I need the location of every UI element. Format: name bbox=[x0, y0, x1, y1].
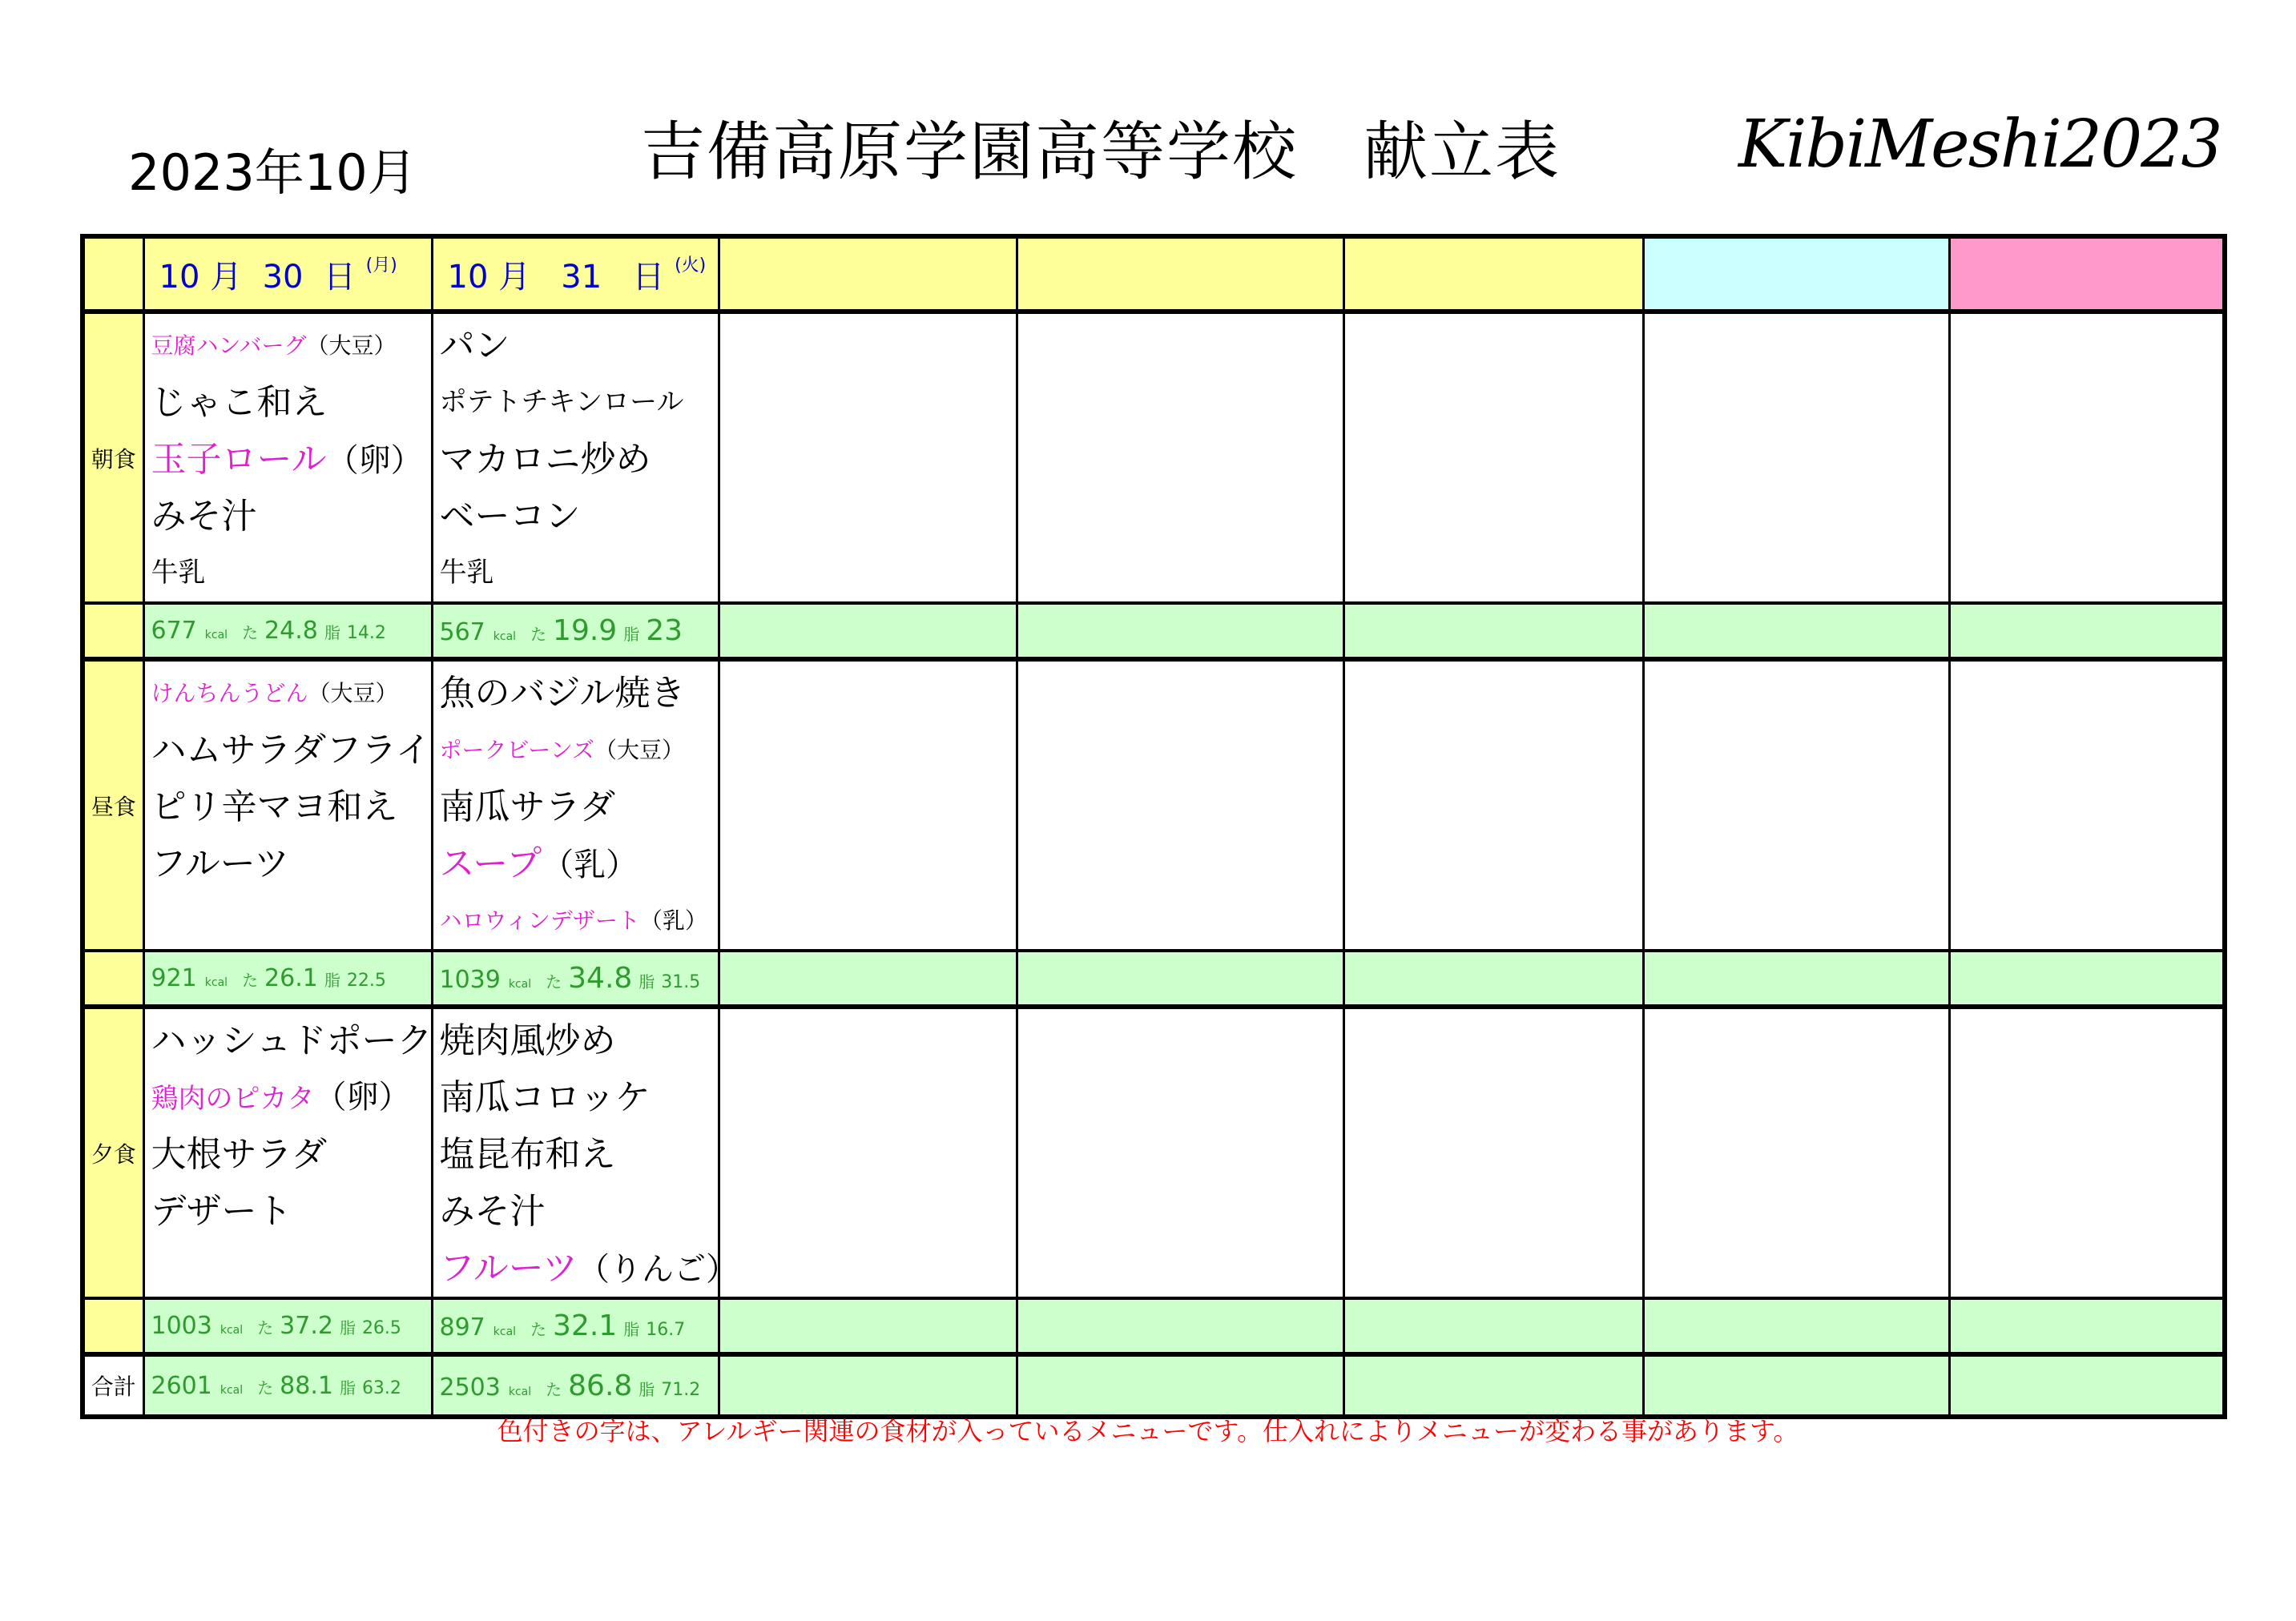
dish-item bbox=[440, 317, 718, 374]
dish-name: 玉子ロール bbox=[151, 439, 327, 480]
breakfast-nutrition-day7 bbox=[1949, 603, 2225, 659]
kcal-value: 2601 bbox=[151, 1371, 212, 1400]
dinner-day2 bbox=[432, 1007, 738, 1298]
kcal-value: 921 bbox=[151, 964, 197, 992]
dish-item bbox=[440, 431, 718, 488]
dish-name: ピリ辛マヨ和え bbox=[151, 786, 398, 827]
fat-value: 14.2 bbox=[346, 623, 386, 643]
total-nutrition-day7 bbox=[1949, 1354, 2225, 1417]
dish-name: ベーコン bbox=[439, 496, 581, 537]
fat-label: 脂 bbox=[339, 1318, 356, 1337]
protein-value: 19.9 bbox=[553, 614, 618, 647]
dish-item bbox=[151, 1126, 431, 1183]
dish-item bbox=[151, 488, 431, 545]
total-label: 合計 bbox=[83, 1354, 143, 1417]
lunch-nutrition-label bbox=[83, 951, 143, 1007]
lunch-nutrition-day6 bbox=[1643, 951, 1949, 1007]
breakfast-day3 bbox=[719, 312, 1017, 603]
kcal-unit: kcal bbox=[204, 976, 228, 989]
breakfast-day1 bbox=[143, 312, 432, 603]
date-header-day2: 10 月 31 日 $^{(火)}$ bbox=[432, 236, 719, 312]
total-nutrition-day4 bbox=[1017, 1354, 1343, 1417]
protein-label: た bbox=[546, 972, 562, 992]
allergen-note: （卵） bbox=[314, 1079, 411, 1116]
lunch-nutrition-day4 bbox=[1017, 951, 1343, 1007]
allergen-note: （大豆） bbox=[594, 737, 684, 763]
dinner-day6 bbox=[1643, 1007, 1949, 1298]
date-header-day3 bbox=[719, 236, 1017, 312]
allergen-note: （大豆） bbox=[306, 332, 397, 359]
dish-item bbox=[151, 1183, 431, 1240]
lunch-nutrition-day1 bbox=[143, 951, 432, 1007]
dish-name: ハロウィンデザート bbox=[439, 907, 640, 934]
menu-table bbox=[80, 234, 2227, 1419]
kibimeshi-logo: KibiMeshi2023 bbox=[1738, 107, 2221, 183]
date-header-day7 bbox=[1949, 236, 2225, 312]
protein-value: 86.8 bbox=[568, 1369, 633, 1402]
dish-item bbox=[151, 545, 431, 601]
lunch-day3 bbox=[719, 659, 1017, 951]
dish-item bbox=[440, 892, 718, 949]
lunch-day7 bbox=[1949, 659, 2225, 951]
kcal-unit: kcal bbox=[220, 1383, 244, 1397]
breakfast-day2 bbox=[432, 312, 719, 603]
dish-name: フルーツ bbox=[151, 843, 289, 884]
allergen-note: （乳） bbox=[639, 907, 707, 934]
protein-label: た bbox=[546, 1379, 562, 1399]
dinner-nutrition-day2 bbox=[432, 1298, 719, 1354]
dinner-nutrition-day1 bbox=[143, 1298, 432, 1354]
fat-value: 23 bbox=[646, 614, 683, 647]
dish-item bbox=[440, 835, 718, 892]
dinner-day7 bbox=[1949, 1007, 2225, 1298]
dish-name: 焼肉風炒め bbox=[439, 1020, 616, 1061]
dinner-day3 bbox=[719, 1007, 1017, 1298]
protein-label: た bbox=[257, 1378, 274, 1398]
breakfast-day4 bbox=[1017, 312, 1343, 603]
date-header-day1: 10 月 30 日 $^{(月)}$ bbox=[143, 236, 432, 312]
fat-value: 26.5 bbox=[361, 1318, 401, 1338]
date-header-day4 bbox=[1017, 236, 1343, 312]
page-title: 吉備高原学園高等学校 献立表 bbox=[641, 115, 1561, 189]
allergy-footnote: 色付きの字は、アレルギー関連の食材が入っているメニューです。仕入れによりメニューが変わる事があります。 bbox=[497, 1416, 1799, 1446]
dish-name: デザート bbox=[151, 1191, 292, 1232]
fat-label: 脂 bbox=[623, 1320, 640, 1339]
breakfast-nutrition-day3 bbox=[719, 603, 1017, 659]
protein-label: た bbox=[257, 1318, 274, 1337]
breakfast-day6 bbox=[1643, 312, 1949, 603]
dinner-nutrition-day3 bbox=[719, 1298, 1017, 1354]
breakfast-nutrition-day5 bbox=[1343, 603, 1643, 659]
dish-item bbox=[439, 1240, 738, 1297]
protein-value: 32.1 bbox=[553, 1309, 618, 1342]
corner-cell bbox=[83, 236, 143, 312]
kcal-value: 1003 bbox=[151, 1312, 212, 1340]
fat-label: 脂 bbox=[324, 623, 340, 642]
dinner-day5 bbox=[1343, 1007, 1643, 1298]
date-header-day6 bbox=[1643, 236, 1949, 312]
lunch-nutrition-day5 bbox=[1343, 951, 1643, 1007]
protein-value: 37.2 bbox=[280, 1312, 333, 1340]
dish-name: パン bbox=[439, 325, 510, 366]
breakfast-nutrition-day6 bbox=[1643, 603, 1949, 659]
dinner-nutrition-day5 bbox=[1343, 1298, 1643, 1354]
lunch-day1 bbox=[143, 659, 432, 951]
fat-label: 脂 bbox=[339, 1378, 356, 1398]
lunch-nutrition-day3 bbox=[719, 951, 1017, 1007]
allergen-note: （乳） bbox=[542, 847, 638, 883]
breakfast-nutrition-day2 bbox=[432, 603, 719, 659]
total-nutrition-day3 bbox=[719, 1354, 1017, 1417]
dish-item bbox=[151, 665, 431, 722]
allergen-note: （卵） bbox=[326, 442, 423, 479]
breakfast-day7 bbox=[1949, 312, 2225, 603]
dish-name: ポークビーンズ bbox=[439, 737, 594, 763]
fat-value: 22.5 bbox=[346, 971, 386, 991]
dish-item bbox=[440, 778, 718, 835]
dish-name: ポテトチキンロール bbox=[439, 386, 684, 418]
dish-name: 鶏肉のピカタ bbox=[151, 1083, 315, 1115]
fat-value: 16.7 bbox=[646, 1320, 686, 1340]
protein-value: 26.1 bbox=[264, 964, 318, 992]
dish-item bbox=[440, 488, 718, 545]
dish-name: 南瓜コロッケ bbox=[439, 1077, 651, 1118]
dish-name: フルーツ bbox=[439, 1248, 578, 1289]
dish-item bbox=[151, 431, 431, 488]
kcal-value: 2503 bbox=[439, 1373, 501, 1402]
dish-item bbox=[151, 317, 431, 374]
dish-name: スープ bbox=[439, 843, 542, 884]
kcal-value: 897 bbox=[439, 1313, 485, 1341]
protein-label: た bbox=[242, 623, 259, 642]
fat-label: 脂 bbox=[638, 1379, 655, 1399]
fat-value: 63.2 bbox=[361, 1378, 401, 1398]
total-nutrition-day1 bbox=[143, 1354, 432, 1417]
breakfast-nutrition-day4 bbox=[1017, 603, 1343, 659]
dish-name: 塩昆布和え bbox=[439, 1134, 616, 1175]
total-nutrition-day5 bbox=[1343, 1354, 1643, 1417]
dish-item bbox=[151, 374, 431, 431]
kcal-unit: kcal bbox=[508, 1385, 532, 1398]
kcal-unit: kcal bbox=[220, 1324, 244, 1337]
dish-name: 魚のバジル焼き bbox=[439, 673, 686, 714]
fat-label: 脂 bbox=[324, 971, 340, 990]
fat-label: 脂 bbox=[623, 625, 640, 644]
dish-item bbox=[440, 1126, 718, 1183]
dish-name: じゃこ和え bbox=[151, 382, 328, 423]
month-label: 2023年10月 bbox=[128, 143, 417, 202]
dish-item bbox=[440, 722, 718, 778]
dish-name: 大根サラダ bbox=[151, 1134, 328, 1175]
dish-name: マカロニ炒め bbox=[439, 439, 651, 480]
total-nutrition-day6 bbox=[1643, 1354, 1949, 1417]
breakfast-nutrition-label bbox=[83, 603, 143, 659]
kcal-unit: kcal bbox=[493, 1325, 517, 1338]
lunch-label: 昼食 bbox=[83, 659, 143, 951]
fat-label: 脂 bbox=[638, 972, 655, 992]
dish-item bbox=[151, 1069, 431, 1126]
dinner-day1 bbox=[143, 1007, 432, 1298]
protein-value: 88.1 bbox=[280, 1371, 333, 1400]
dish-name: けんちんうどん bbox=[151, 680, 308, 706]
date-header-day5 bbox=[1343, 236, 1643, 312]
dish-name: 豆腐ハンバーグ bbox=[151, 332, 307, 359]
dish-item bbox=[151, 1012, 431, 1069]
dish-item bbox=[440, 545, 718, 601]
dish-item bbox=[151, 722, 431, 778]
dinner-day4 bbox=[1017, 1007, 1343, 1298]
protein-label: た bbox=[530, 1320, 547, 1339]
dish-item bbox=[440, 1069, 718, 1126]
lunch-day4 bbox=[1017, 659, 1343, 951]
breakfast-label: 朝食 bbox=[83, 312, 143, 603]
kcal-unit: kcal bbox=[508, 978, 532, 991]
dish-name: みそ汁 bbox=[151, 496, 257, 537]
dish-item bbox=[440, 1183, 718, 1240]
dinner-nutrition-day4 bbox=[1017, 1298, 1343, 1354]
fat-value: 71.2 bbox=[661, 1379, 701, 1400]
protein-value: 24.8 bbox=[264, 617, 318, 645]
kcal-unit: kcal bbox=[204, 629, 228, 642]
dinner-nutrition-day7 bbox=[1949, 1298, 2225, 1354]
lunch-nutrition-day7 bbox=[1949, 951, 2225, 1007]
dinner-nutrition-day6 bbox=[1643, 1298, 1949, 1354]
lunch-day6 bbox=[1643, 659, 1949, 951]
lunch-nutrition-day2 bbox=[432, 951, 719, 1007]
allergen-note: （りんご） bbox=[577, 1251, 738, 1288]
total-nutrition-day2 bbox=[432, 1354, 719, 1417]
breakfast-day5 bbox=[1343, 312, 1643, 603]
dish-item bbox=[151, 778, 431, 835]
dinner-label: 夕食 bbox=[83, 1007, 143, 1298]
protein-value: 34.8 bbox=[568, 962, 633, 995]
dish-name: ハッシュドポーク bbox=[151, 1020, 433, 1061]
lunch-day5 bbox=[1343, 659, 1643, 951]
kcal-value: 567 bbox=[439, 618, 485, 646]
dinner-nutrition-label bbox=[83, 1298, 143, 1354]
lunch-day2 bbox=[432, 659, 719, 951]
kcal-unit: kcal bbox=[493, 630, 517, 643]
dish-item bbox=[151, 835, 431, 892]
protein-label: た bbox=[242, 971, 259, 990]
kcal-value: 1039 bbox=[439, 966, 501, 994]
dish-name: ハムサラダフライ bbox=[151, 730, 431, 770]
dish-name: みそ汁 bbox=[439, 1191, 546, 1232]
fat-value: 31.5 bbox=[661, 972, 701, 992]
dish-name: 牛乳 bbox=[439, 557, 494, 589]
kcal-value: 677 bbox=[151, 617, 197, 645]
allergen-note: （大豆） bbox=[308, 680, 398, 706]
dish-item bbox=[440, 374, 718, 431]
breakfast-nutrition-day1 bbox=[143, 603, 432, 659]
dish-name: 南瓜サラダ bbox=[439, 786, 616, 827]
protein-label: た bbox=[530, 625, 547, 644]
dish-item bbox=[440, 665, 718, 722]
dish-item bbox=[440, 1012, 718, 1069]
dish-name: 牛乳 bbox=[151, 557, 206, 589]
